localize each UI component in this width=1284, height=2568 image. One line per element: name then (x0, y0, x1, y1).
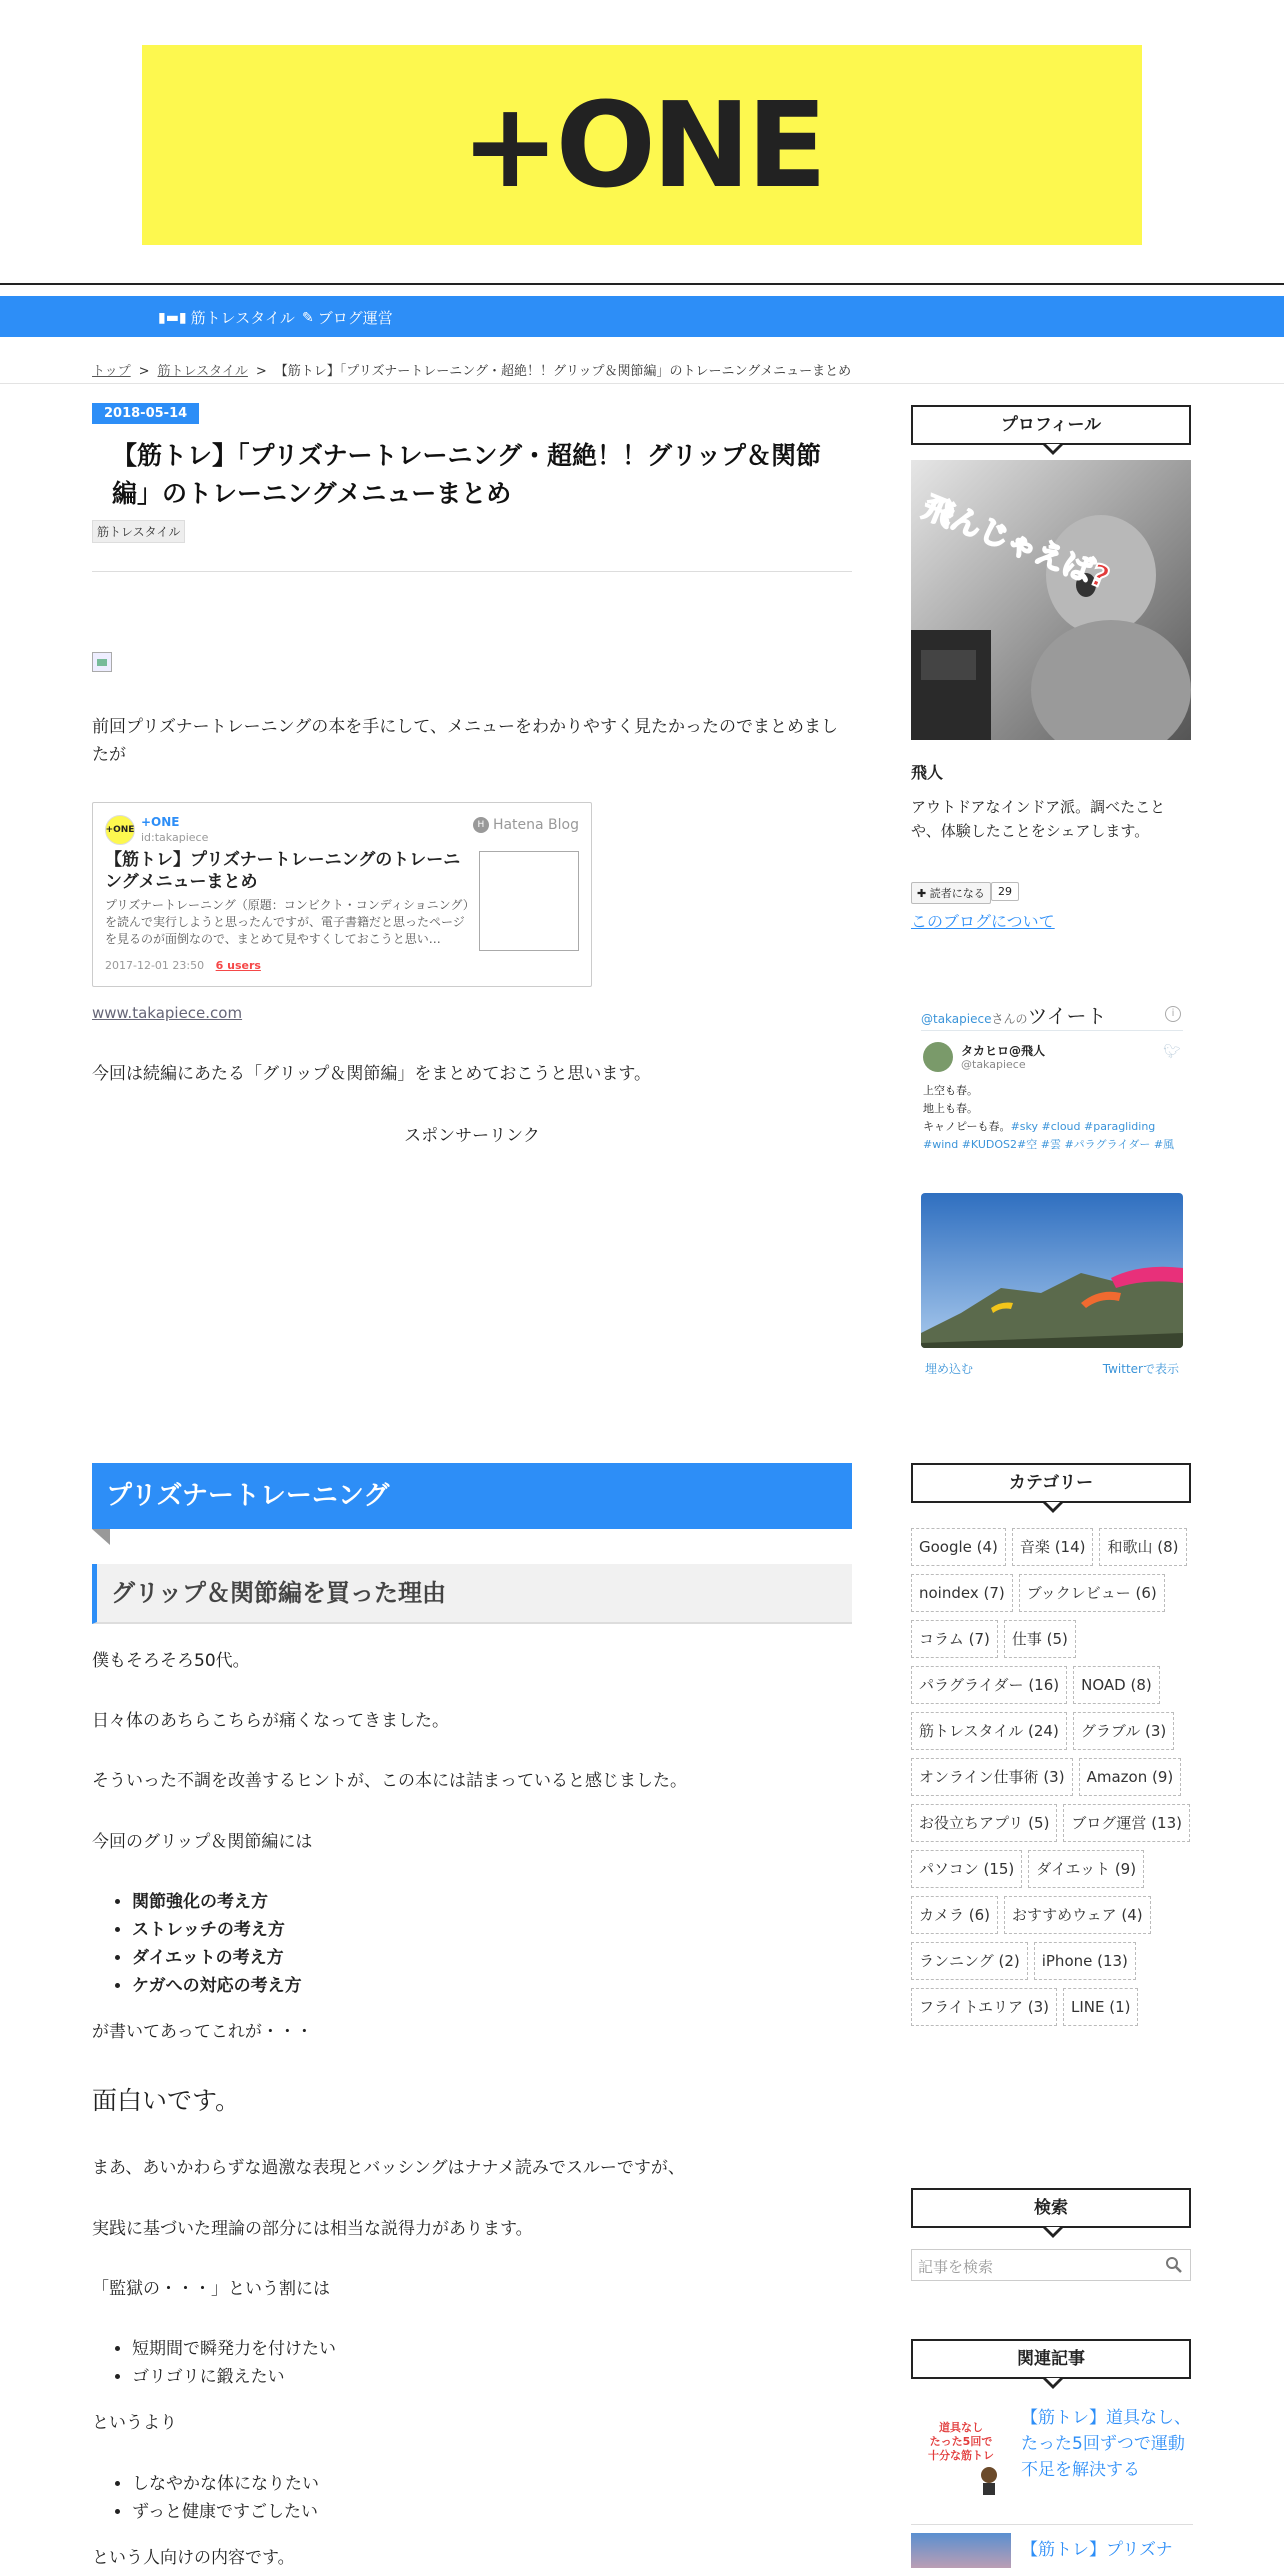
category-item[interactable]: LINE (1) (1063, 1988, 1139, 2026)
embed-date: 2017-12-01 23:50 (105, 959, 205, 972)
category-item[interactable]: コラム (7) (911, 1620, 998, 1658)
list-item: • 関節強化の考え方 (132, 1888, 302, 1916)
heading-tail (92, 1529, 110, 1545)
intro-paragraph: 前回プリズナートレーニングの本を手にして、メニューをわかりやすく見たかったのでまとめましたが (92, 717, 838, 765)
embed-site-name[interactable]: +ONE (141, 815, 180, 829)
embed-users[interactable]: 6 users (215, 959, 261, 972)
category-list (911, 1528, 1193, 2026)
category-item[interactable]: パラグライダー (16) (911, 1666, 1067, 1704)
category-item[interactable]: 仕事 (5) (1004, 1620, 1076, 1658)
nav-item-label: ブログ運営 (317, 309, 393, 327)
blog-card-embed[interactable] (92, 802, 592, 987)
twitter-bird-icon[interactable]: 🐦︎ (1163, 1044, 1181, 1060)
category-item[interactable]: グラブル (3) (1073, 1712, 1174, 1750)
search-icon[interactable] (1164, 2255, 1184, 2275)
paragraph: というより (92, 2413, 177, 2433)
search-input[interactable] (911, 2249, 1191, 2281)
site-logo[interactable]: +ONE (460, 76, 824, 214)
article-category-tag[interactable]: 筋トレスタイル (92, 520, 185, 543)
subsection-heading: グリップ＆関節編を買った理由 (92, 1564, 852, 1624)
list-item: • ストレッチの考え方 (132, 1916, 302, 1944)
category-item[interactable]: noindex (7) (911, 1574, 1013, 1612)
info-icon[interactable]: i (1165, 1006, 1181, 1022)
section-heading: プリズナートレーニング (92, 1463, 852, 1529)
related-thumbnail[interactable] (911, 2533, 1011, 2568)
tweet-body: 上空も春。 地上も春。 キャノピーも春。#sky #cloud #paragliding #wind #KUDOS2#空 #雲 #パラグライダー #風 (923, 1082, 1185, 1154)
nav-item-label: 筋トレスタイル (190, 309, 295, 327)
twitter-timeline-widget (911, 990, 1193, 1376)
article-date[interactable]: 2018-05-14 (92, 403, 199, 424)
site-icon: +ONE (105, 815, 135, 845)
list-item: • ずっと健康ですごしたい (132, 2498, 319, 2526)
category-item[interactable]: オンライン仕事術 (3) (911, 1758, 1073, 1796)
paragraph: まあ、あいかわらずな過激な表現とバッシングはナナメ読みでスルーですが、 (92, 2158, 685, 2178)
hatena-icon: H (473, 817, 489, 833)
category-item[interactable]: 音楽 (14) (1012, 1528, 1094, 1566)
paragraph: という人向けの内容です。 (92, 2548, 295, 2568)
related-article-link[interactable]: 【筋トレ】道具なし、たった5回ずつで運動不足を解決する (1021, 2408, 1191, 2480)
paragraph: そういった不調を改善するヒントが、この本には詰まっていると感じました。 (92, 1771, 687, 1791)
paragraph: 今回は続編にあたる「グリップ＆関節編」をまとめておこうと思います。 (92, 1064, 651, 1084)
list-item: • ダイエットの考え方 (132, 1944, 302, 1972)
list-item: • 短期間で瞬発力を付けたい (132, 2335, 336, 2363)
category-item[interactable]: フライトエリア (3) (911, 1988, 1057, 2026)
subscribe-button[interactable]: ✚ 読者になる (911, 882, 991, 904)
list-item: • ケガへの対応の考え方 (132, 1972, 302, 2000)
bullet-list (132, 2335, 336, 2391)
category-item[interactable]: Amazon (9) (1079, 1758, 1182, 1796)
article-title[interactable]: 【筋トレ】「プリズナートレーニング・超絶！！グリップ＆関節編」のトレーニングメニューまとめ (112, 441, 822, 508)
related-thumb-text: 道具なし (939, 2421, 983, 2434)
category-item[interactable]: カメラ (6) (911, 1896, 998, 1934)
category-item[interactable]: ダイエット (9) (1028, 1850, 1144, 1888)
hatena-blog-badge: H Hatena Blog (473, 817, 579, 833)
tweet-embed-link[interactable]: 埋め込む (925, 1362, 974, 1376)
avatar[interactable] (923, 1042, 953, 1072)
breadcrumb-category[interactable]: 筋トレスタイル (157, 364, 248, 379)
emphasis-text: 面白いです。 (92, 2086, 241, 2115)
breadcrumb-top[interactable]: トップ (92, 364, 131, 379)
global-nav (0, 296, 1284, 337)
dumbbell-icon: ▮▬▮ (158, 309, 187, 326)
paragraph: 「監獄の・・・」という割には (92, 2279, 330, 2299)
search-placeholder: 記事を検索 (918, 2258, 994, 2276)
embed-site-id: id:takapiece (141, 831, 209, 844)
sponsor-label: スポンサーリンク (404, 1126, 540, 1146)
blog-icon: ✎ (302, 309, 314, 326)
profile-image[interactable] (911, 460, 1191, 740)
hashtag-links[interactable]: #sky #cloud #paragliding (1010, 1120, 1156, 1133)
category-item[interactable]: おすすめウェア (4) (1004, 1896, 1151, 1934)
paragraph: 今回のグリップ＆関節編には (92, 1832, 313, 1852)
profile-widget-title: プロフィール (911, 405, 1191, 445)
category-item[interactable]: Google (4) (911, 1528, 1006, 1566)
embed-description: プリズナートレーニング（原題：コンビクト・コンディショニング）を読んで実行しようと思ったんですが、電子書籍だと思ったページを見るのが面倒なので、まとめて見やすくしておこうと思い… (105, 898, 475, 946)
search-widget-title: 検索 (911, 2188, 1191, 2228)
related-widget-title: 関連記事 (911, 2339, 1191, 2379)
category-item[interactable]: 和歌山 (8) (1099, 1528, 1186, 1566)
tweet-photo[interactable] (921, 1193, 1183, 1348)
paragraph: 実践に基づいた理論の部分には相当な説得力があります。 (92, 2219, 533, 2239)
category-item[interactable]: NOAD (8) (1073, 1666, 1160, 1704)
category-item[interactable]: ブログ運営 (13) (1063, 1804, 1190, 1842)
embed-title[interactable]: 【筋トレ】プリズナートレーニングのトレーニングメニューまとめ (105, 850, 461, 892)
svg-text:十分な筋トレ: 十分な筋トレ (928, 2449, 994, 2462)
hashtag-links[interactable]: #wind #KUDOS2#空 #雲 #パラグライダー #風 (923, 1138, 1175, 1151)
category-item[interactable]: iPhone (13) (1034, 1942, 1136, 1980)
category-item[interactable]: パソコン (15) (911, 1850, 1022, 1888)
related-thumbnail[interactable] (911, 2397, 1011, 2497)
nav-item-kintore[interactable] (158, 307, 295, 328)
view-on-twitter-link[interactable]: Twitterで表示 (1102, 1362, 1179, 1376)
profile-name: 飛人 (911, 763, 944, 782)
category-widget-title: カテゴリー (911, 1463, 1191, 1503)
breadcrumb-sep: > (255, 364, 267, 379)
tweet-user-name[interactable]: タカヒロ@飛人 (961, 1044, 1046, 1058)
breadcrumb-current: 【筋トレ】「プリズナートレーニング・超絶！！グリップ＆関節編」のトレーニングメニューまとめ (274, 364, 852, 379)
svg-text:たった5回で: たった5回で (929, 2435, 993, 2448)
paragraph: 僕もそろそろ50代。 (92, 1651, 250, 1671)
list-item: • ゴリゴリに鍛えたい (132, 2363, 336, 2391)
related-divider (911, 2524, 1193, 2525)
site-link[interactable]: www.takapiece.com (92, 1004, 243, 1022)
bullet-list (132, 1888, 302, 2000)
related-article-link[interactable]: 【筋トレ】プリズナ (1021, 2540, 1173, 2560)
breadcrumb-sep: > (138, 364, 150, 379)
site-logo-banner[interactable] (142, 45, 1142, 245)
header-divider (0, 283, 1284, 285)
category-item[interactable]: お役立ちアプリ (5) (911, 1804, 1057, 1842)
embed-thumbnail[interactable] (479, 851, 579, 951)
profile-image-text: 飛んじゃえば? (918, 489, 1115, 597)
bullet-list (132, 2470, 319, 2526)
tweet-widget-header: @takapieceさんのツイート (921, 1004, 1107, 1028)
subscriber-count: 29 (991, 882, 1019, 901)
list-item: • しなやかな体になりたい (132, 2470, 319, 2498)
tweet-divider (921, 1030, 1183, 1031)
category-item[interactable]: ランニング (2) (911, 1942, 1028, 1980)
tweet-user-handle[interactable]: @takapiece (961, 1058, 1026, 1071)
profile-description: アウトドアなインドア派。調べたことや、体験したことをシェアします。 (911, 798, 1166, 840)
category-item[interactable]: 筋トレスタイル (24) (911, 1712, 1067, 1750)
breadcrumb-divider (0, 383, 1284, 384)
paragraph: が書いてあってこれが・・・ (92, 2022, 313, 2042)
breadcrumb (92, 360, 851, 379)
broken-image-icon (92, 652, 112, 672)
article-header-divider (92, 571, 852, 572)
paragraph: 日々体のあちらこちらが痛くなってきました。 (92, 1711, 449, 1731)
embed-meta (105, 959, 261, 972)
about-blog-link[interactable]: このブログについて (911, 912, 1055, 931)
nav-item-blog[interactable] (302, 307, 393, 328)
site-header (0, 0, 1284, 327)
tweet-widget-handle[interactable]: @takapiece (921, 1012, 992, 1026)
category-item[interactable]: ブックレビュー (6) (1019, 1574, 1165, 1612)
